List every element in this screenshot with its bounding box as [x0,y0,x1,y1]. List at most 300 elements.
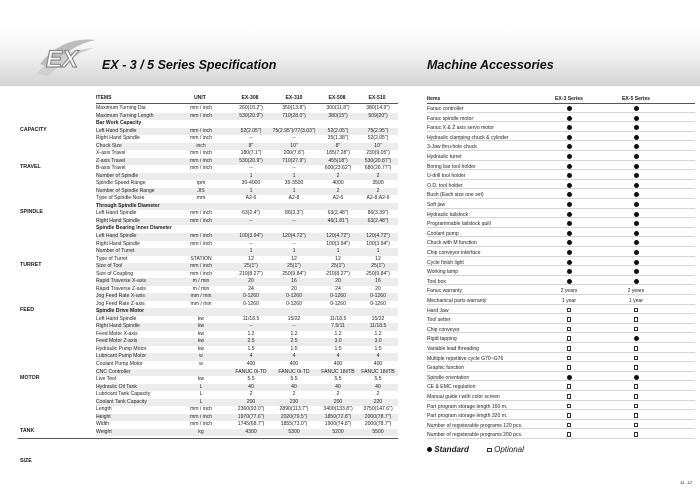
spec-row [96,421,398,429]
spec-value: 4000 [332,180,344,187]
spec-value: 15/22 [287,315,301,322]
acc-value: 2 years [560,288,578,295]
spec-row [96,286,398,294]
accessory-row [427,191,695,199]
spec-value: 40 [375,383,381,390]
spec-value: FANUC 0i-TD [235,368,267,375]
spec-value: -- [249,135,253,142]
spec-row [96,113,398,121]
spec-item: Left Hand Spindle [96,210,137,217]
spec-item: X-axis Travel [96,150,126,157]
legend-standard: Standard [434,445,469,454]
spec-unit: mm / inch [189,240,213,247]
spec-value: 260(10.2") [239,105,263,111]
spec-row [96,105,398,113]
spec-unit: kw [197,376,205,383]
spec-value: 530(20.87") [364,157,392,164]
spec-row [96,158,398,166]
accessory-row [427,182,695,190]
spec-unit: mm / inch [189,263,213,270]
spec-unit: kw [197,345,205,352]
spec-value: 1.2 [290,330,298,337]
acc-mark [621,308,651,315]
spec-row [96,218,398,226]
spec-value: 1 [249,187,253,194]
accessory-row [427,297,695,305]
spec-row [96,316,398,324]
accessory-row [427,431,695,439]
spec-category: TANK [20,427,35,434]
spec-value: 25(1") [331,263,345,270]
accessory-item: Manual guide i with color screen [427,394,500,400]
accessory-row [427,134,695,142]
spec-value: 2 [336,172,340,179]
optional-square-icon [567,317,572,322]
accessory-row [427,153,695,161]
optional-square-icon [634,394,639,399]
spec-unit: mm / inch [189,112,213,119]
accessory-row [427,201,695,209]
standard-dot-icon [567,106,572,111]
spec-value: 11/18.5 [242,315,260,322]
spec-value: 2000(78.7") [364,413,392,420]
spec-value: 4 [249,353,253,360]
spec-value: 230(9.05") [366,150,390,157]
spec-value: 2 [249,391,253,398]
spec-value: 8" [335,142,341,149]
spec-value: -- [249,217,253,224]
optional-square-icon [634,423,639,428]
accessory-row [427,259,695,267]
spec-value: 25(1") [287,263,301,270]
spec-row [96,203,398,211]
header-band [0,28,700,86]
spec-value: 5500 [372,428,384,435]
accessory-item: Tool box [427,278,446,285]
spec-row [96,308,398,316]
spec-value: 3.0 [334,338,342,345]
spec-value: -- [292,323,296,330]
spec-value: 5200 [332,428,344,435]
spec-value: 0-1260 [286,300,302,307]
optional-square-icon [634,384,639,389]
spec-item: Lubricant Pump Motor [96,353,147,360]
spec-value: 4 [292,353,296,360]
spec-value: 530(20.9") [239,157,263,164]
spec-value: 20 [248,278,254,285]
spec-row [96,406,398,414]
acc-mark [554,413,584,420]
acc-mark [554,116,584,123]
spec-value: 0-1260 [330,300,346,307]
spec-row [96,188,398,196]
standard-dot-icon [634,221,639,226]
acc-mark [621,260,651,267]
acc-mark [554,375,584,382]
spec-value: 300(11.8") [326,105,350,111]
standard-dot-icon [567,231,572,236]
spec-value: 400 [333,361,343,368]
brand-text: EX [46,46,79,73]
acc-mark [554,125,584,132]
accessory-row [427,124,695,132]
acc-mark [621,173,651,180]
spec-value: 2.5 [247,338,255,345]
acc-mark [621,212,651,219]
spec-value: 0-1260 [370,300,386,307]
accessory-row [427,422,695,430]
spec-bottom-rule [18,438,398,439]
standard-dot-icon [567,125,572,130]
optional-square-icon [567,346,572,351]
standard-dot-icon [567,144,572,149]
acc-mark [621,192,651,199]
spec-value: 2 [376,172,380,179]
accessory-item: Cycle finish light [427,259,464,266]
standard-dot-icon [634,260,639,265]
spec-value: 1 [249,172,253,179]
spec-item: Number of Spindle [96,172,139,179]
optional-square-icon [567,365,572,370]
spec-value: 52(2.05") [367,135,389,142]
optional-square-icon [634,356,639,361]
acc-mark [554,394,584,401]
spec-value: -- [292,165,296,172]
spec-value: 20 [375,285,381,292]
acc-col-ex3: EX-3 Series [554,96,584,102]
spec-row [96,293,398,301]
spec-value: 2000(78.7") [364,421,392,428]
spec-unit: kw [197,323,205,330]
spec-value: 86(3.3") [285,210,303,217]
acc-mark [554,317,584,324]
acc-mark [554,356,584,363]
standard-dot-icon [634,279,639,284]
standard-dot-icon [634,183,639,188]
spec-value: 0-1260 [330,293,346,300]
spec-value: 20 [335,278,341,285]
standard-dot-icon [567,135,572,140]
accessory-item: Rigid tapping [427,336,457,343]
spec-item: Chuck Size [96,142,122,149]
accessory-item: CE & EMC regulation [427,384,476,391]
spec-unit: mm / inch [189,150,213,157]
standard-dot-icon [567,164,572,169]
spec-unit: mm / inch [189,233,213,239]
acc-col-ex5: EX-5 Series [621,96,651,102]
accessory-item: Fanuc spindle motor [427,115,474,122]
optional-square-icon [567,394,572,399]
spec-value: 210(8.27") [239,270,263,277]
spec-value: 30-4000 [241,180,261,187]
optional-square-icon [634,432,639,437]
spec-unit: kw [197,315,205,322]
spec-value: 5300 [288,428,300,435]
accessory-item: Working lamp [427,269,459,276]
acc-mark [621,394,651,401]
accessory-row [427,307,695,315]
spec-row [96,263,398,271]
spec-item: Rapid Traverse Z-axis [96,285,146,292]
spec-row [96,278,398,286]
acc-mark [621,432,651,439]
spec-row [96,391,398,399]
spec-value: 25(1") [244,263,258,270]
spec-row [96,248,398,256]
standard-dot-icon [634,212,639,217]
col-ex308: EX-308 [241,95,259,101]
standard-dot-icon [634,125,639,130]
acc-mark [554,144,584,151]
spec-value: 7.5/11 [331,323,345,330]
acc-mark [621,269,651,276]
optional-square-icon [634,346,639,351]
optional-square-icon [567,327,572,332]
acc-mark [554,135,584,142]
standard-dot-icon [567,375,572,380]
acc-mark [554,308,584,315]
spec-row [96,369,398,377]
spec-item: Maximum Turning Dia [96,105,146,111]
spec-value: 2020(79.5") [280,413,308,420]
accessory-row [427,230,695,238]
accessory-row [427,249,695,257]
standard-dot-icon [634,135,639,140]
accessory-row [427,412,695,420]
accessory-item: Fanuc controller [427,106,464,112]
spec-value: 4 [336,353,340,360]
standard-dot-icon [634,231,639,236]
spec-value: 35-3500 [284,180,304,187]
acc-value: 2 years [627,288,645,295]
spec-value: FANUC 18i/TB [361,368,395,375]
acc-mark [554,346,584,353]
spec-unit: mm / inch [189,421,213,428]
spec-value: 250(9.84") [366,270,390,277]
spec-value: 210(8.27") [326,270,350,277]
spec-item: Weight [96,428,112,435]
spec-item: CNC Controller [96,368,131,375]
acc-mark [621,250,651,257]
spec-value: 600(23.62") [324,165,352,172]
spec-unit: mm / inch [189,413,213,420]
optional-square-icon [634,317,639,322]
spec-value: 75(2.95")/77(3.03") [272,127,316,134]
spec-item: Type of Turret [96,255,128,262]
spec-unit: L [199,391,203,398]
accessory-item: Programmable tailstock quill [427,221,491,228]
spec-value: 11/18.5 [329,315,347,322]
acc-mark [621,327,651,334]
spec-value: 63(2.4") [242,210,260,217]
standard-dot-icon [634,250,639,255]
spec-value: 400 [289,361,299,368]
spec-value: 2360(93.0") [237,406,265,413]
spec-value: 3750(147.6") [363,406,393,413]
spec-item: Live Tool [96,376,117,383]
optional-square-icon [567,423,572,428]
accessory-row [427,316,695,324]
standard-dot-icon [567,183,572,188]
spec-unit: mm / inch [189,217,213,224]
acc-mark [554,260,584,267]
acc-mark [621,240,651,247]
spec-value: 1.5 [290,345,298,352]
spec-value: 1.2 [247,330,255,337]
spec-value: 710(28.0") [282,112,306,119]
col-items: ITEMS [96,95,112,101]
spec-item: Width [96,421,110,428]
spec-row [96,120,398,128]
spec-value: 1 [292,187,296,194]
spec-value: 2 [376,187,380,194]
accessory-row [427,403,695,411]
spec-title: EX - 3 / 5 Series Specification [102,58,277,72]
accessory-item: Part program storage length 160 m. [427,403,508,410]
standard-dot-icon [634,240,639,245]
standard-dot-icon [567,260,572,265]
spec-item: Through Spindle Diameter [96,202,160,209]
spec-item: Number of Spindle Range [96,187,155,194]
standard-dot-icon [634,116,639,121]
optional-square-icon [567,384,572,389]
accessory-row [427,105,695,113]
spec-row [96,331,398,339]
spec-value: 100(3.94") [326,240,350,247]
acc-col-items: Items [427,96,441,102]
spec-value: 24 [335,285,341,292]
spec-row [96,180,398,188]
acc-mark [621,356,651,363]
acc-mark [554,240,584,247]
acc-mark [554,231,584,238]
accessory-row [427,355,695,363]
optional-square-icon [567,413,572,418]
optional-square-icon [634,365,639,370]
optional-square-icon [567,432,572,437]
accessory-item: Chuck with M function [427,240,477,247]
ex-logo-icon [32,34,102,78]
spec-value: 40 [248,383,254,390]
spec-row [96,195,398,203]
spec-item: Number of Turret [96,248,135,255]
spec-table [18,95,398,464]
spec-row [96,256,398,264]
spec-value: 1 [292,248,296,255]
acc-mark [621,423,651,430]
spec-unit: STATION [190,255,212,262]
col-ex310: EX-310 [285,95,303,101]
spec-unit: mm / inch [189,210,213,217]
spec-row [96,346,398,354]
standard-dot-icon [634,202,639,207]
spec-value: 3.0 [374,338,382,345]
accessory-row [427,374,695,382]
acc-mark [621,231,651,238]
acc-mark [554,432,584,439]
accessory-item: Boring bar tool holder [427,163,476,170]
optional-square-icon [634,413,639,418]
standard-dot-icon [567,212,572,217]
spec-row [96,361,398,369]
acc-mark [554,164,584,171]
acc-mark [554,250,584,257]
acc-value: 1 year [628,298,644,304]
spec-value: 1 [249,248,253,255]
spec-value: 2 [336,391,340,398]
spec-unit: mm / inch [189,135,213,142]
spec-value: 0-1260 [243,293,259,300]
spec-category: TURRET [20,262,42,269]
acc-mark [621,144,651,151]
spec-value: 5.5 [290,376,298,383]
standard-dot-icon [634,336,639,341]
acc-mark [621,375,651,382]
acc-mark [621,404,651,411]
legend [427,445,524,454]
acc-mark [621,154,651,161]
accessory-item: Hydraulic tailstock [427,211,469,218]
acc-mark [554,279,584,286]
standard-dot-icon [567,202,572,207]
spec-unit: L [199,398,203,405]
spec-item: Left Hand Spindle [96,233,137,239]
spec-unit: mm / min [190,293,212,300]
spec-value: 380(14.9") [366,105,390,111]
accessory-item: Coolant pump [427,230,459,237]
spec-item: Feed Motor Z-axis [96,338,138,345]
spec-unit: m / min [192,285,210,292]
spec-unit: rpm [196,180,206,187]
optional-square-icon [567,336,572,341]
acc-mark [554,365,584,372]
optional-square-icon [567,308,572,313]
accessory-item: U-drill tool holder [427,173,466,180]
spec-value: 400 [246,361,256,368]
spec-value: 0-1260 [286,293,302,300]
acc-mark [554,221,584,228]
spec-value: 1970(77.6") [237,413,265,420]
acc-mark [554,336,584,343]
spec-item: Jog Feed Rate Z-axis [96,300,145,307]
standard-dot-icon [567,250,572,255]
optional-square-icon [634,308,639,313]
standard-dot-icon [634,269,639,274]
spec-value: 86(3.39") [367,210,389,217]
optional-square-icon [487,448,492,453]
accessory-item: Fanuc X & Z axis servo motor [427,125,495,132]
spec-row [96,143,398,151]
spec-value: 120(4.72") [326,233,350,239]
spec-item: Type of Spindle Nose [96,195,145,202]
acc-mark [554,202,584,209]
spec-unit: kw [197,338,205,345]
spec-value: 35(1.38") [327,135,349,142]
accessory-row [427,326,695,334]
spec-value: 4300 [245,428,257,435]
acc-mark [554,154,584,161]
acc-mark [621,384,651,391]
spec-unit: kw [197,330,205,337]
spec-item: Right Hand Spindle [96,217,140,224]
spec-value: 455(18") [328,157,348,164]
spec-value: 12 [375,255,381,262]
accessory-row [427,163,695,171]
spec-row [96,399,398,407]
spec-value: -- [292,217,296,224]
spec-value: 0-1260 [243,300,259,307]
spec-value: 2 [336,187,340,194]
